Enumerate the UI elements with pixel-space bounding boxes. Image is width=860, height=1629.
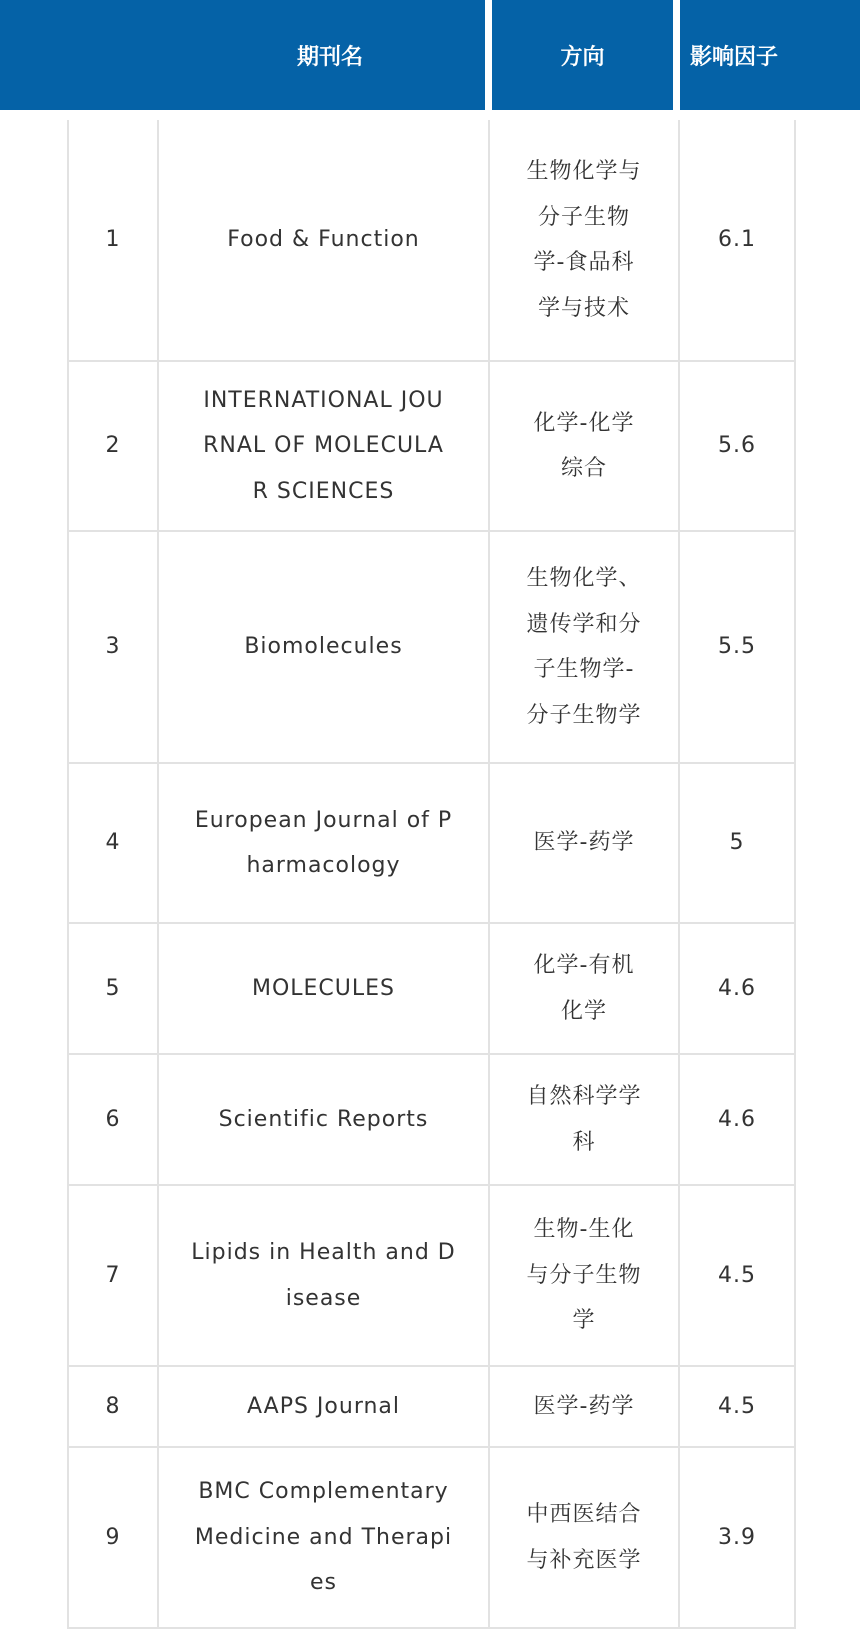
research-direction: 化学-有机 化学 [489,923,679,1054]
row-number: 8 [68,1366,158,1447]
table-row [68,1054,795,1185]
research-direction: 中西医结合 与补充医学 [489,1447,679,1628]
table-row [68,1366,795,1447]
header-label: 期刊名 [296,44,363,70]
impact-factor: 4.5 [679,1366,795,1447]
table-row [68,120,795,361]
table-row [68,1185,795,1366]
row-number: 3 [68,531,158,763]
impact-factor: 4.6 [679,923,795,1054]
journal-name: AAPS Journal [158,1366,489,1447]
research-direction: 化学-化学 综合 [489,361,679,531]
research-direction: 生物化学、 遗传学和分 子生物学- 分子生物学 [489,531,679,763]
table-row [68,531,795,763]
row-number: 4 [68,763,158,923]
research-direction: 生物-生化 与分子生物 学 [489,1185,679,1366]
journal-name: European Journal of P harmacology [158,763,489,923]
row-number: 9 [68,1447,158,1628]
research-direction: 医学-药学 [489,763,679,923]
header-label: 影响因子 [690,44,779,70]
journal-name: MOLECULES [158,923,489,1054]
row-number: 2 [68,361,158,531]
journal-table [67,120,796,1629]
table-row [68,1447,795,1628]
impact-factor: 4.5 [679,1185,795,1366]
row-number: 1 [68,120,158,361]
row-number: 5 [68,923,158,1054]
journal-name: BMC Complementary Medicine and Therapi es [158,1447,489,1628]
row-number: 6 [68,1054,158,1185]
table-row [68,361,795,531]
row-number: 7 [68,1185,158,1366]
header-label: 方向 [560,44,605,70]
table-row [68,923,795,1054]
journal-name: Lipids in Health and D isease [158,1185,489,1366]
header-journal-name [0,0,485,110]
impact-factor: 5.5 [679,531,795,763]
journal-name: Food & Function [158,120,489,361]
impact-factor: 5 [679,763,795,923]
research-direction: 生物化学与 分子生物 学-食品科 学与技术 [489,120,679,361]
impact-factor: 6.1 [679,120,795,361]
impact-factor: 3.9 [679,1447,795,1628]
research-direction: 医学-药学 [489,1366,679,1447]
journal-name: Biomolecules [158,531,489,763]
impact-factor: 4.6 [679,1054,795,1185]
research-direction: 自然科学学 科 [489,1054,679,1185]
impact-factor: 5.6 [679,361,795,531]
journal-name: INTERNATIONAL JOU RNAL OF MOLECULA R SCIENCES [158,361,489,531]
header-direction [492,0,673,110]
journal-name: Scientific Reports [158,1054,489,1185]
header-impact-factor [680,0,860,110]
table-row [68,763,795,923]
